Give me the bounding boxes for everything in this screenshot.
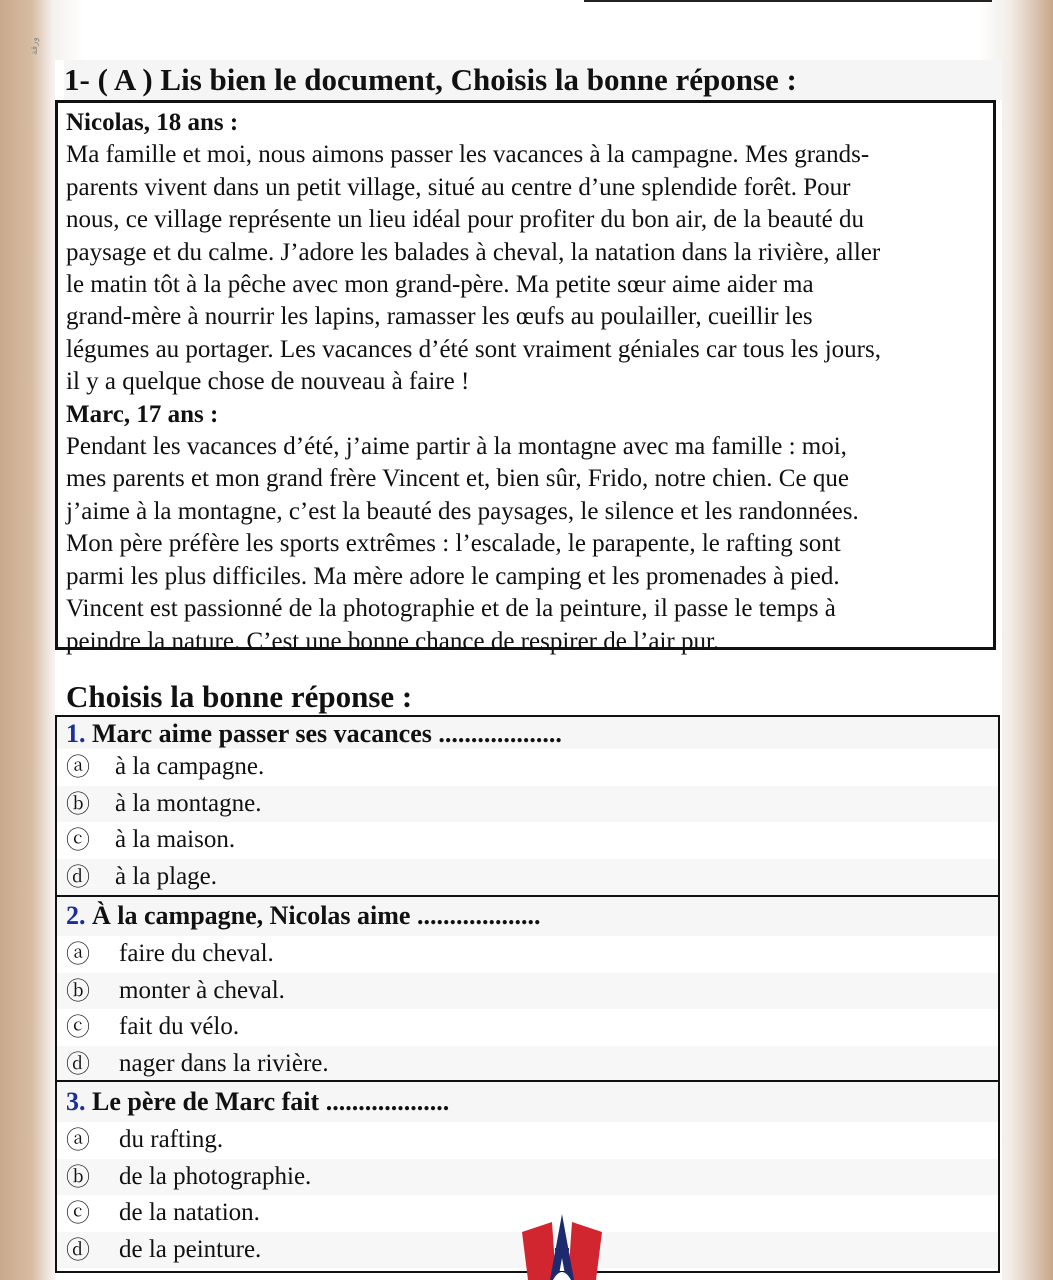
option-text: fait du vélo. bbox=[119, 1013, 240, 1040]
doc-line: parmi les plus difficiles. Ma mère adore le camping et les promenades à pied. bbox=[66, 562, 840, 590]
option-d[interactable] bbox=[57, 1046, 998, 1083]
option-text: à la plage. bbox=[115, 862, 218, 890]
question-2-header bbox=[57, 897, 998, 936]
doc-line: il y a quelque chose de nouveau à faire ! bbox=[66, 368, 470, 396]
option-text: de la natation. bbox=[119, 1199, 260, 1226]
option-letter-b: ⓑ bbox=[66, 789, 90, 818]
doc-line: parents vivent dans un petit village, situé au centre d’une splendide forêt. Pour bbox=[66, 173, 851, 201]
option-text: à la montagne. bbox=[115, 789, 262, 817]
doc-line: le matin tôt à la pêche avec mon grand-père. Ma petite sœur aime aider ma bbox=[66, 271, 814, 299]
eiffel-tower-logo-icon bbox=[522, 1214, 602, 1280]
reading-document bbox=[55, 100, 996, 655]
option-text: de la peinture. bbox=[119, 1235, 262, 1263]
question-text: Marc aime passer ses vacances bbox=[92, 719, 432, 748]
option-text: monter à cheval. bbox=[119, 976, 285, 1004]
doc-line: Pendant les vacances d’été, j’aime partir à la montagne avec ma famille : moi, bbox=[66, 433, 847, 461]
option-b[interactable] bbox=[57, 973, 998, 1010]
option-text: à la maison. bbox=[115, 826, 236, 853]
side-watermark-text: ورقة bbox=[30, 37, 40, 55]
option-letter-a: ⓐ bbox=[66, 940, 90, 968]
question-1 bbox=[55, 715, 1000, 896]
question-number: 1. bbox=[66, 719, 86, 748]
option-text: faire du cheval. bbox=[119, 940, 274, 967]
doc-line: Mon père préfère les sports extrêmes : l’escalade, le parapente, le rafting sont bbox=[66, 530, 841, 558]
doc-line: Vincent est passionné de la photographie et de la peinture, il passe le temps à bbox=[66, 595, 836, 623]
doc-line: j’aime à la montagne, c’est la beauté des paysages, le silence et les randonnées. bbox=[66, 497, 859, 525]
option-c[interactable] bbox=[57, 1009, 998, 1046]
top-divider bbox=[584, 0, 992, 2]
option-b[interactable] bbox=[57, 786, 998, 823]
option-letter-d: ⓓ bbox=[66, 862, 90, 891]
option-letter-a: ⓐ bbox=[66, 1126, 90, 1154]
answer-blank: ................... bbox=[438, 719, 562, 748]
question-text: À la campagne, Nicolas aime bbox=[92, 901, 411, 930]
option-letter-b: ⓑ bbox=[66, 1162, 90, 1191]
question-number: 2. bbox=[66, 901, 86, 930]
questions-subtitle: Choisis la bonne réponse : bbox=[66, 679, 413, 714]
doc-line: mes parents et mon grand frère Vincent et, bien sûr, Frido, notre chien. Ce que bbox=[66, 465, 849, 493]
option-letter-a: ⓐ bbox=[66, 753, 90, 781]
option-text: nager dans la rivière. bbox=[119, 1049, 329, 1077]
answer-blank: ................... bbox=[325, 1087, 450, 1116]
doc-line: Ma famille et moi, nous aimons passer les vacances à la campagne. Mes grands- bbox=[66, 141, 870, 169]
worksheet bbox=[55, 60, 1002, 1280]
question-3-header bbox=[57, 1082, 998, 1122]
doc-line: légumes au portager. Les vacances d’été sont vraiment géniales car tous les jours, bbox=[66, 335, 881, 363]
exercise-title: 1- ( A ) Lis bien le document, Choisis la bonne réponse : bbox=[64, 60, 1002, 100]
nicolas-header: Nicolas, 18 ans : bbox=[66, 109, 239, 136]
option-c[interactable] bbox=[57, 822, 998, 859]
option-text: du rafting. bbox=[119, 1126, 224, 1153]
marc-header: Marc, 17 ans : bbox=[66, 400, 219, 428]
question-1-header bbox=[57, 717, 998, 749]
option-a[interactable] bbox=[57, 936, 998, 973]
option-letter-c: ⓒ bbox=[66, 826, 90, 854]
doc-line: grand-mère à nourrir les lapins, ramasser les œufs au poulailler, cueillir les bbox=[66, 303, 813, 331]
option-text: à la campagne. bbox=[115, 753, 265, 780]
option-letter-c: ⓒ bbox=[66, 1199, 90, 1227]
option-a[interactable] bbox=[57, 1122, 998, 1159]
option-letter-c: ⓒ bbox=[66, 1013, 90, 1041]
question-text: Le père de Marc fait bbox=[92, 1087, 320, 1116]
doc-line: nous, ce village représente un lieu idéal pour profiter du bon air, de la beauté du bbox=[66, 206, 865, 234]
option-d[interactable] bbox=[57, 859, 998, 896]
answer-blank: ................... bbox=[416, 901, 541, 930]
option-letter-b: ⓑ bbox=[66, 976, 90, 1005]
option-a[interactable] bbox=[57, 749, 998, 786]
doc-line: paysage et du calme. J’adore les balades à cheval, la natation dans la rivière, aller bbox=[66, 238, 881, 266]
doc-line: peindre la nature. C’est une bonne chance de respirer de l’air pur. bbox=[66, 627, 720, 655]
option-letter-d: ⓓ bbox=[66, 1235, 90, 1264]
option-text: de la photographie. bbox=[119, 1162, 312, 1190]
question-2 bbox=[55, 895, 1000, 1082]
option-letter-d: ⓓ bbox=[66, 1049, 90, 1078]
option-b[interactable] bbox=[57, 1159, 998, 1196]
question-number: 3. bbox=[66, 1087, 86, 1116]
